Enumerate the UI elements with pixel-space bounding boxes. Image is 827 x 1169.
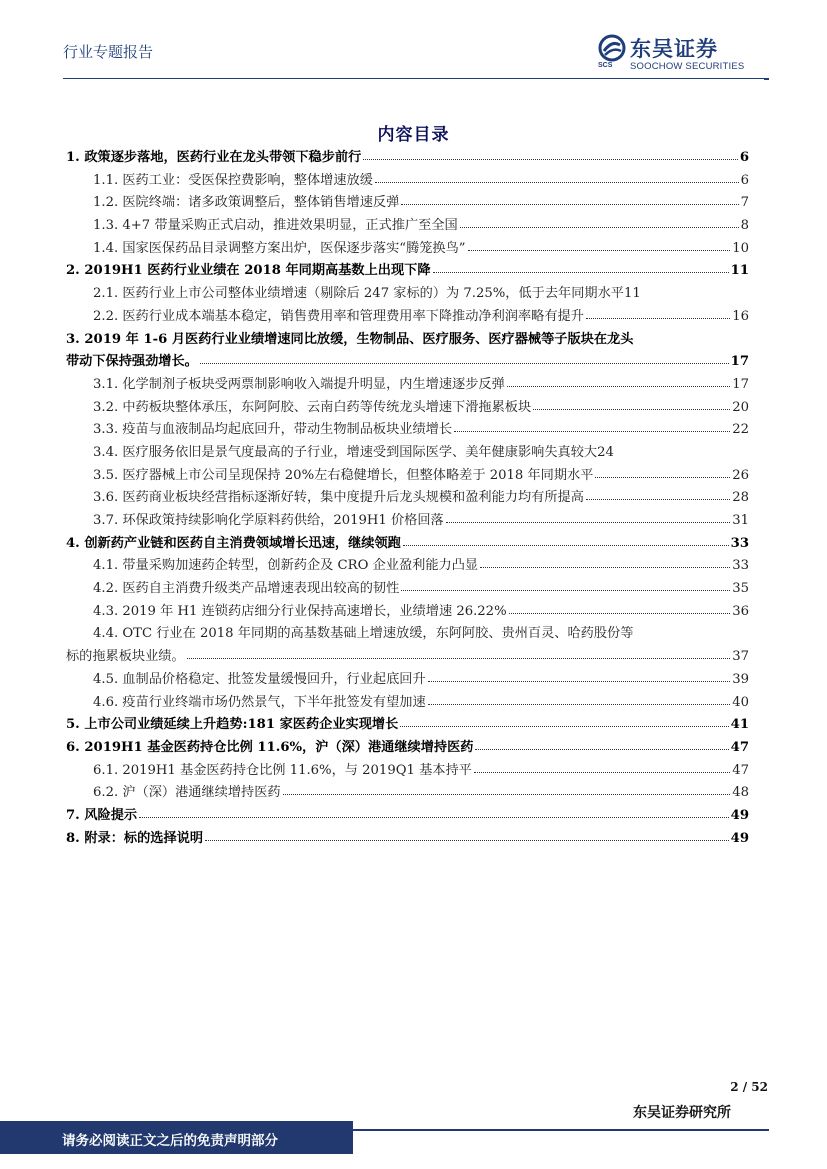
brand-mark-icon (598, 34, 626, 62)
toc-entry-line1[interactable]: 4.4. OTC 行业在 2018 年同期的高基数基础上增速放缓，东阿阿胶、贵州百灵、哈药股份等 (93, 626, 634, 642)
toc-page-number: 49 (730, 830, 749, 846)
toc-page-number: 7 (740, 195, 749, 211)
brand-logo (598, 34, 768, 74)
toc-entry[interactable]: 2.2. 医药行业成本端基本稳定，销售费用率和管理费用率下降推动净利润率略有提升 16 (66, 306, 749, 329)
toc-entry[interactable]: 3.6. 医药商业板块经营指标逐渐好转，集中度提升后龙头规模和盈利能力均有所提高 28 (66, 487, 749, 510)
toc-entry[interactable]: 3.7. 环保政策持续影响化学原料药供给，2019H1 价格回落 31 (66, 510, 749, 533)
toc-entry[interactable]: 2.1. 医药行业上市公司整体业绩增速（剔除后 247 家标的）为 7.25%，低于去年同期水平 11 (66, 283, 749, 306)
header-rule-tick (764, 78, 769, 80)
toc-entry[interactable]: 6. 2019H1 基金医药持仓比例 11.6%，沪（深）港通继续增持医药 47 (66, 737, 749, 760)
toc-entry[interactable]: 4.1. 带量采购加速药企转型，创新药企及 CRO 企业盈利能力凸显 33 (66, 555, 749, 578)
header-rule (63, 78, 769, 79)
toc-page-number: 10 (732, 240, 749, 256)
toc-page-number: 33 (732, 558, 749, 574)
toc-entry[interactable]: 4.5. 血制品价格稳定、批签发量缓慢回升，行业起底回升 39 (66, 669, 749, 692)
brand-name-en: SOOCHOW SECURITIES (630, 61, 745, 72)
toc-page-number: 24 (597, 444, 614, 460)
toc-page-number: 11 (624, 286, 641, 302)
footer-firm: 东吴证券研究所 (633, 1105, 731, 1121)
toc-page-number: 26 (732, 467, 749, 483)
footer-rule (353, 1129, 769, 1131)
toc-page-number: 41 (730, 717, 749, 733)
toc-page-number: 20 (732, 399, 749, 415)
page-indicator: 2 / 52 (730, 1080, 768, 1094)
toc-page-number: 28 (732, 490, 749, 506)
toc-page-number: 39 (732, 671, 749, 687)
toc-entry[interactable]: 1.4. 国家医保药品目录调整方案出炉，医保逐步落实“腾笼换鸟” 10 (66, 238, 749, 261)
toc-entry[interactable]: 3.5. 医疗器械上市公司呈现保持 20%左右稳健增长，但整体略差于 2018 年同期水平 26 (66, 465, 749, 488)
toc-entry[interactable]: 7. 风险提示 49 (66, 805, 749, 828)
toc-page-number: 47 (730, 739, 749, 755)
toc-entry[interactable]: 6.2. 沪（深）港通继续增持医药 48 (66, 782, 749, 805)
toc-entry[interactable]: 2. 2019H1 医药行业业绩在 2018 年同期高基数上出现下降 11 (66, 260, 749, 283)
toc-entry[interactable]: 1.2. 医院终端：诸多政策调整后，整体销售增速反弹 7 (66, 192, 749, 215)
toc-page-number: 35 (732, 581, 749, 597)
toc-entry[interactable]: 1.1. 医药工业：受医保控费影响，整体增速放缓 6 (66, 170, 749, 193)
toc-entry[interactable]: 1. 政策逐步落地，医药行业在龙头带领下稳步前行 6 (66, 147, 749, 170)
toc-page-number: 37 (732, 649, 749, 665)
toc-page-number: 17 (730, 354, 749, 370)
toc-page-number: 33 (730, 535, 749, 551)
footer-disclaimer: 请务必阅读正文之后的免责声明部分 (62, 1133, 278, 1149)
toc-page-number: 40 (732, 694, 749, 710)
brand-name-cn: 东吴证券 (630, 37, 718, 61)
toc-page-number: 22 (732, 422, 749, 438)
toc-title: 内容目录 (377, 125, 450, 145)
toc-entry[interactable]: 6.1. 2019H1 基金医药持仓比例 11.6%，与 2019Q1 基本持平 47 (66, 760, 749, 783)
toc-page-number: 31 (732, 513, 749, 528)
toc-entry-line1[interactable]: 3. 2019 年 1-6 月医药行业业绩增速同比放缓，生物制品、医疗服务、医疗器械等子版块在龙头 (66, 331, 634, 347)
toc-entry[interactable]: 4. 创新药产业链和医药自主消费领域增长迅速，继续领跑 33 (66, 533, 749, 556)
toc-page-number: 11 (730, 263, 749, 279)
toc-entry[interactable]: 3.1. 化学制剂子板块受两票制影响收入端提升明显，内生增速逐步反弹 17 (66, 374, 749, 397)
toc-page-number: 48 (732, 785, 749, 801)
toc-page-number: 16 (732, 308, 749, 324)
toc-page-number: 36 (732, 603, 749, 619)
toc-entry[interactable]: 3.2. 中药板块整体承压，东阿阿胶、云南白药等传统龙头增速下滑拖累板块 20 (66, 397, 749, 420)
toc-entry[interactable]: 3.3. 疫苗与血液制品均起底回升，带动生物制品板块业绩增长 22 (66, 419, 749, 442)
toc-entry[interactable]: 4.3. 2019 年 H1 连锁药店细分行业保持高速增长，业绩增速 26.22% 36 (66, 601, 749, 624)
toc-page-number: 6 (740, 172, 749, 188)
toc-page-number: 6 (739, 150, 749, 165)
toc-entry[interactable]: 4.2. 医药自主消费升级类产品增速表现出较高的韧性 35 (66, 578, 749, 601)
toc-entry[interactable]: 标的拖累板块业绩。 37 (66, 646, 749, 669)
toc-page-number: 47 (732, 762, 749, 778)
brand-abbr: SCS (598, 62, 613, 69)
toc-entry[interactable]: 1.3. 4+7 带量采购正式启动，推进效果明显，正式推广至全国 8 (66, 215, 749, 238)
toc-entry[interactable]: 3.4. 医疗服务依旧是景气度最高的子行业，增速受到国际医学、美年健康影响失真较大 24 (66, 442, 749, 465)
report-type-label: 行业专题报告 (63, 43, 154, 61)
toc-entry[interactable]: 5. 上市公司业绩延续上升趋势:181 家医药企业实现增长 41 (66, 714, 749, 737)
table-of-contents (66, 147, 749, 850)
toc-entry[interactable]: 4.6. 疫苗行业终端市场仍然景气，下半年批签发有望加速 40 (66, 692, 749, 715)
toc-page-number: 49 (730, 807, 749, 823)
toc-entry[interactable]: 8. 附录：标的选择说明 49 (66, 828, 749, 851)
toc-page-number: 8 (740, 218, 749, 234)
toc-entry[interactable]: 带动下保持强劲增长。 17 (66, 351, 749, 374)
toc-page-number: 17 (732, 376, 749, 392)
